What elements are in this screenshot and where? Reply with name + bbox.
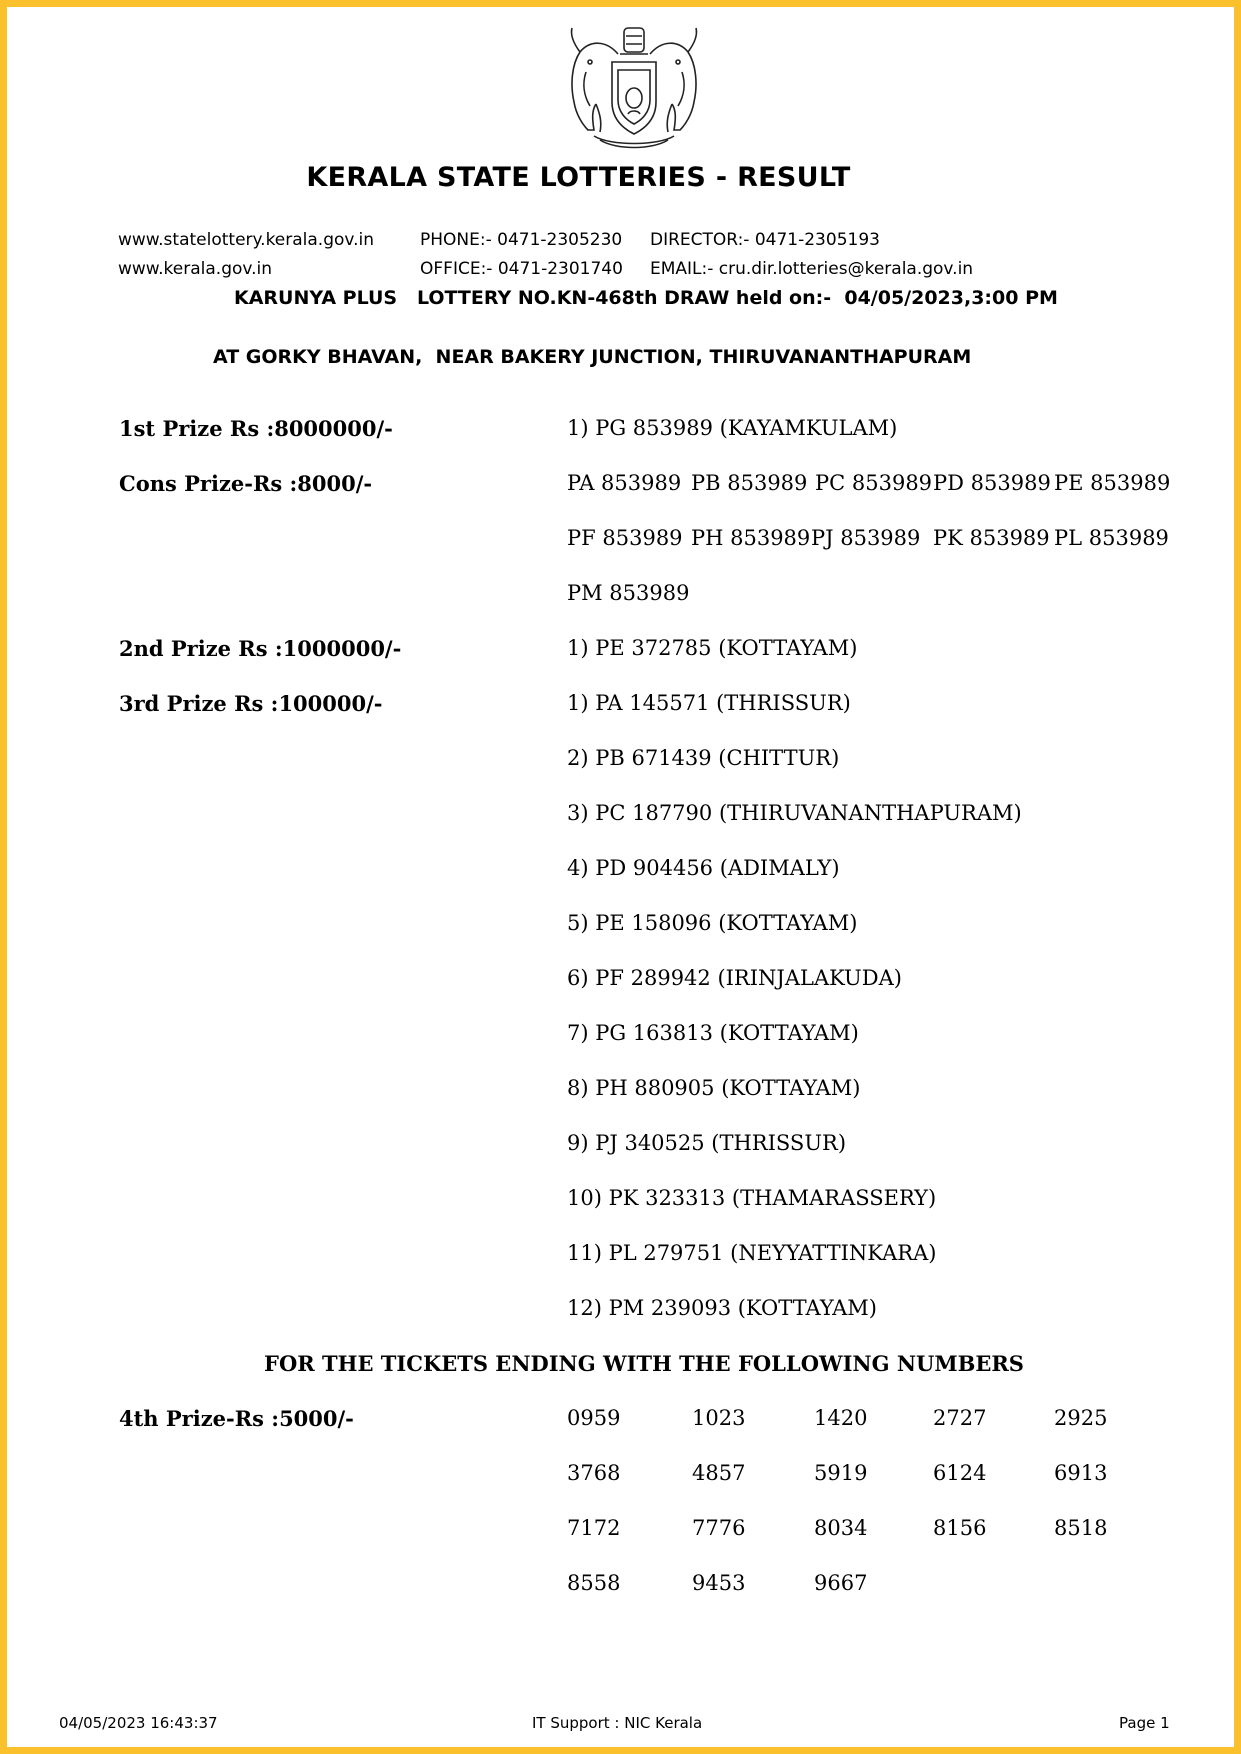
cons-prize-number: PF 853989 — [567, 526, 683, 550]
first-prize-label: 1st Prize Rs :8000000/- — [119, 416, 393, 441]
director-number: DIRECTOR:- 0471-2305193 — [650, 230, 880, 250]
fourth-prize-number: 6124 — [933, 1461, 987, 1485]
fourth-prize-number: 6913 — [1054, 1461, 1108, 1485]
third-prize-result: 12) PM 239093 (KOTTAYAM) — [567, 1296, 877, 1320]
draw-venue: AT GORKY BHAVAN, NEAR BAKERY JUNCTION, THIRUVANANTHAPURAM — [213, 346, 972, 368]
cons-prize-number: PH 853989 — [691, 526, 811, 550]
fourth-prize-number: 1023 — [692, 1406, 746, 1430]
fourth-prize-number: 1420 — [814, 1406, 868, 1430]
kerala-state-emblem-icon — [560, 14, 708, 154]
third-prize-result: 5) PE 158096 (KOTTAYAM) — [567, 911, 858, 935]
second-prize-result: 1) PE 372785 (KOTTAYAM) — [567, 636, 858, 660]
third-prize-result: 3) PC 187790 (THIRUVANANTHAPURAM) — [567, 801, 1022, 825]
email-address[interactable]: EMAIL:- cru.dir.lotteries@kerala.gov.in — [650, 259, 974, 279]
cons-prize-number: PL 853989 — [1054, 526, 1169, 550]
third-prize-label: 3rd Prize Rs :100000/- — [119, 691, 383, 716]
first-prize-result: 1) PG 853989 (KAYAMKULAM) — [567, 416, 898, 440]
fourth-prize-number: 8558 — [567, 1571, 621, 1595]
cons-prize-number: PJ 853989 — [811, 526, 921, 550]
website-link[interactable]: www.kerala.gov.in — [118, 259, 273, 279]
fourth-prize-number: 3768 — [567, 1461, 621, 1485]
third-prize-result: 6) PF 289942 (IRINJALAKUDA) — [567, 966, 902, 990]
cons-prize-number: PC 853989 — [815, 471, 933, 495]
ending-numbers-heading: FOR THE TICKETS ENDING WITH THE FOLLOWING NUMBERS — [264, 1351, 1024, 1376]
cons-prize-number: PB 853989 — [691, 471, 808, 495]
cons-prize-number: PM 853989 — [567, 581, 690, 605]
fourth-prize-number: 7172 — [567, 1516, 621, 1540]
third-prize-result: 8) PH 880905 (KOTTAYAM) — [567, 1076, 861, 1100]
cons-prize-number: PK 853989 — [933, 526, 1050, 550]
fourth-prize-number: 5919 — [814, 1461, 868, 1485]
third-prize-result: 10) PK 323313 (THAMARASSERY) — [567, 1186, 937, 1210]
draw-details: KARUNYA PLUS LOTTERY NO.KN-468th DRAW held on:- 04/05/2023,3:00 PM — [234, 287, 1058, 309]
footer-page-number: Page 1 — [1119, 1714, 1170, 1732]
fourth-prize-number: 2727 — [933, 1406, 987, 1430]
third-prize-result: 9) PJ 340525 (THRISSUR) — [567, 1131, 847, 1155]
fourth-prize-number: 4857 — [692, 1461, 746, 1485]
phone-number: PHONE:- 0471-2305230 — [420, 230, 623, 250]
third-prize-result: 11) PL 279751 (NEYYATTINKARA) — [567, 1241, 937, 1265]
cons-prize-number: PA 853989 — [567, 471, 682, 495]
cons-prize-number: PD 853989 — [933, 471, 1051, 495]
third-prize-result: 1) PA 145571 (THRISSUR) — [567, 691, 851, 715]
fourth-prize-number: 8156 — [933, 1516, 987, 1540]
fourth-prize-number: 0959 — [567, 1406, 621, 1430]
office-number: OFFICE:- 0471-2301740 — [420, 259, 623, 279]
second-prize-label: 2nd Prize Rs :1000000/- — [119, 636, 402, 661]
footer-timestamp: 04/05/2023 16:43:37 — [59, 1714, 218, 1732]
page-title: KERALA STATE LOTTERIES - RESULT — [306, 162, 851, 193]
cons-prize-label: Cons Prize-Rs :8000/- — [119, 471, 373, 496]
fourth-prize-number: 9667 — [814, 1571, 868, 1595]
fourth-prize-number: 8034 — [814, 1516, 868, 1540]
third-prize-result: 2) PB 671439 (CHITTUR) — [567, 746, 840, 770]
fourth-prize-number: 2925 — [1054, 1406, 1108, 1430]
fourth-prize-label: 4th Prize-Rs :5000/- — [119, 1406, 354, 1431]
fourth-prize-number: 8518 — [1054, 1516, 1108, 1540]
cons-prize-number: PE 853989 — [1054, 471, 1171, 495]
third-prize-result: 7) PG 163813 (KOTTAYAM) — [567, 1021, 859, 1045]
footer-support: IT Support : NIC Kerala — [532, 1714, 703, 1732]
fourth-prize-number: 9453 — [692, 1571, 746, 1595]
website-link[interactable]: www.statelottery.kerala.gov.in — [118, 230, 375, 250]
third-prize-result: 4) PD 904456 (ADIMALY) — [567, 856, 840, 880]
fourth-prize-number: 7776 — [692, 1516, 746, 1540]
